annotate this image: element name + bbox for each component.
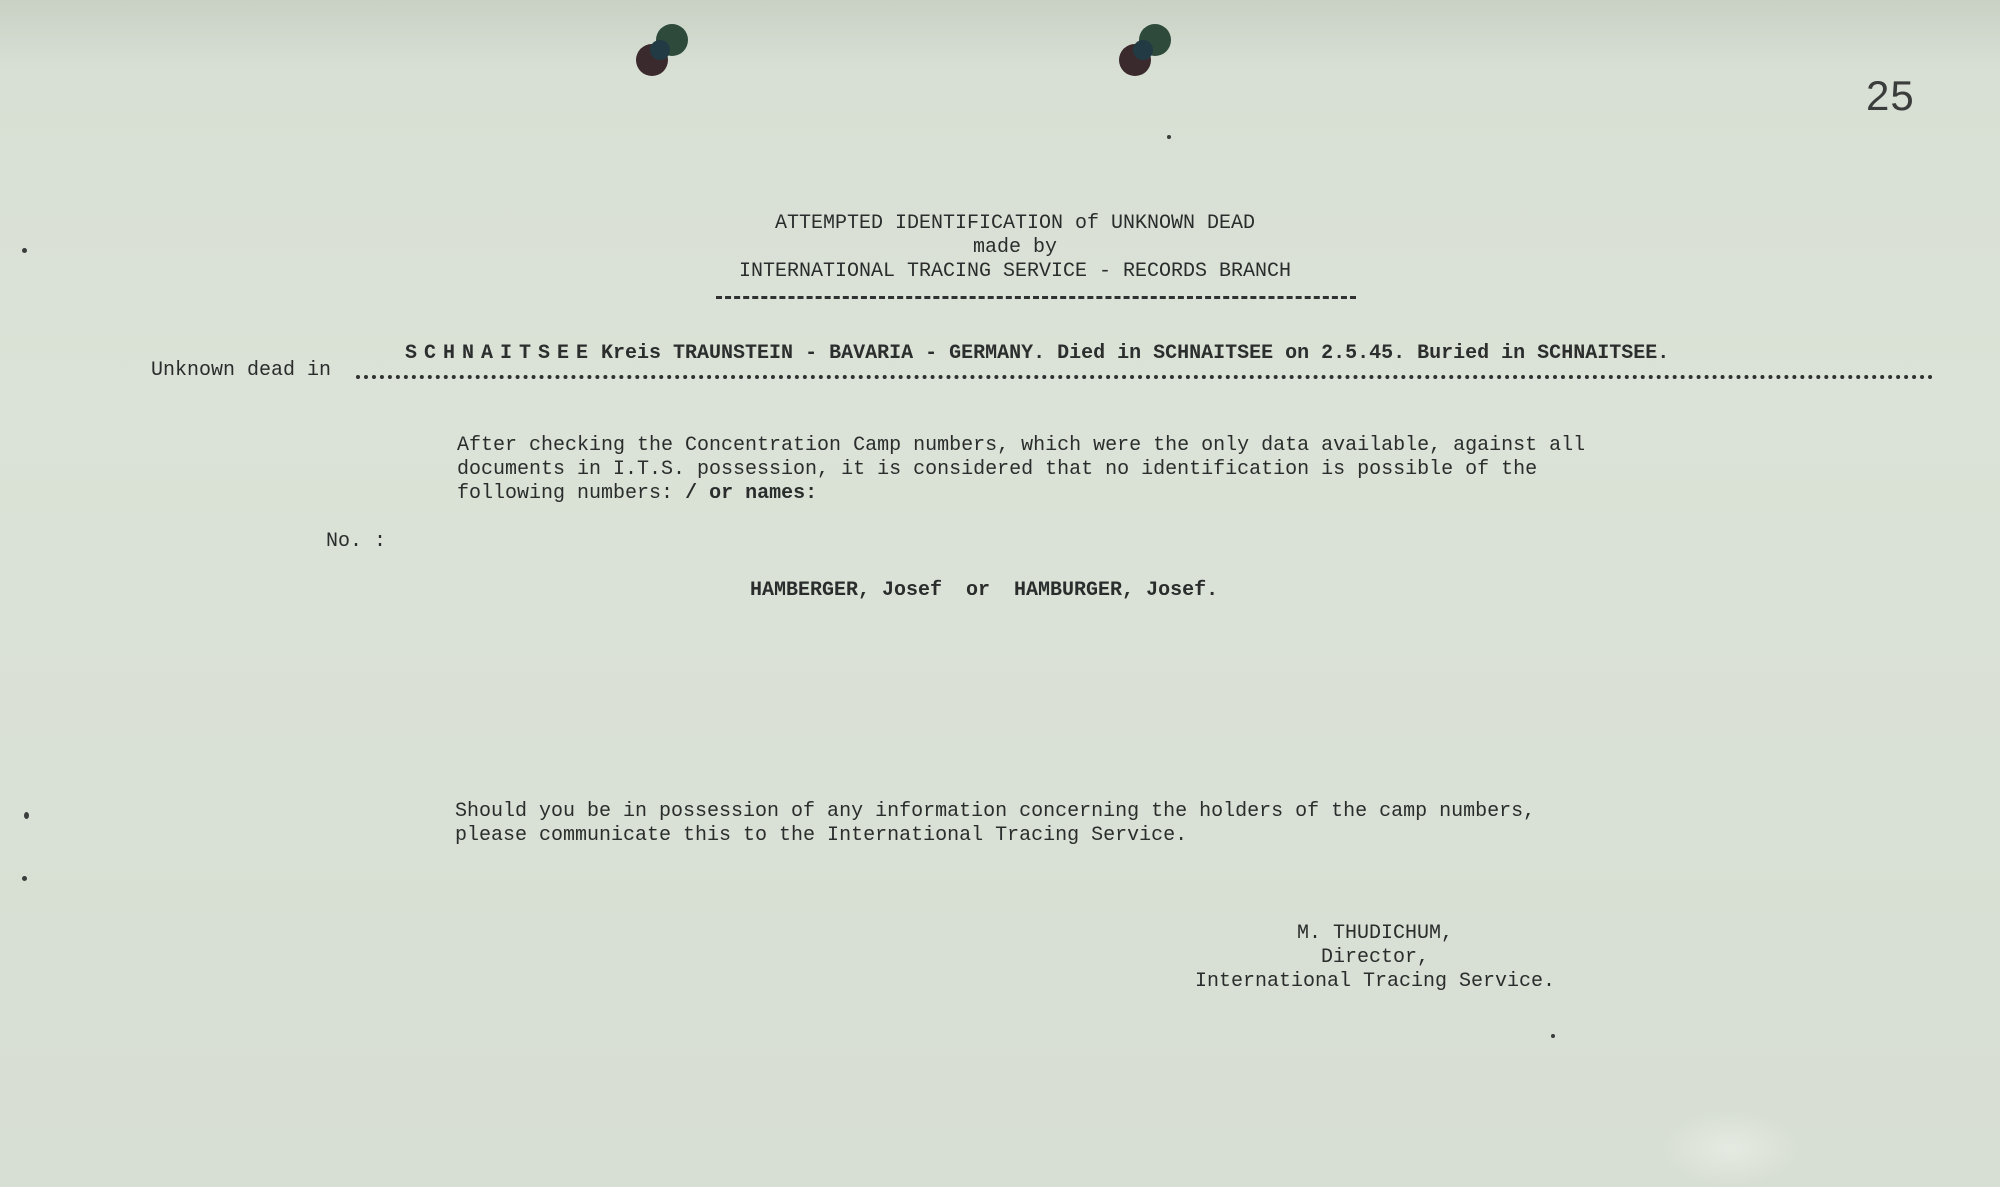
unidentified-names: HAMBERGER, Josef or HAMBURGER, Josef. xyxy=(750,579,1219,602)
names-addition: / or names: xyxy=(685,482,818,505)
number-label: No. : xyxy=(326,530,387,553)
dotted-fill-line xyxy=(356,375,1934,379)
paragraph-line xyxy=(457,482,1585,506)
checking-paragraph xyxy=(457,434,1585,506)
paragraph-line: please communicate this to the International Tracing Service. xyxy=(455,824,1188,847)
margin-speck xyxy=(22,876,27,881)
page-speck xyxy=(1167,135,1171,139)
punch-hole-right-icon xyxy=(1115,22,1173,80)
paragraph-line: Should you be in possession of any information concerning the holders of the camp numbers, xyxy=(455,800,1536,823)
page-speck xyxy=(1551,1034,1555,1038)
paper-wear xyxy=(1660,1110,1800,1187)
place-details: Kreis TRAUNSTEIN - BAVARIA - GERMANY. Died in SCHNAITSEE on 2.5.45. Buried in SCHNAITSEE. xyxy=(601,342,1670,365)
title-organization: INTERNATIONAL TRACING SERVICE - RECORDS BRANCH xyxy=(738,260,1292,283)
title-underline xyxy=(716,296,1356,299)
unknown-dead-label: Unknown dead in xyxy=(151,359,332,382)
punch-hole-left-icon xyxy=(632,22,690,80)
place-name-spaced: SCHNAITSEE xyxy=(405,342,596,365)
document-title: ATTEMPTED IDENTIFICATION of UNKNOWN DEAD xyxy=(774,212,1256,235)
page-number: 25 xyxy=(1866,72,1915,119)
paragraph-line-text: following numbers: xyxy=(457,482,674,505)
signatory-organization: International Tracing Service. xyxy=(1194,970,1556,993)
request-paragraph xyxy=(455,800,1535,848)
signatory-title: Director, xyxy=(1320,946,1430,969)
signatory-name: M. THUDICHUM, xyxy=(1296,922,1454,945)
margin-speck xyxy=(22,248,27,253)
title-made-by: made by xyxy=(972,236,1057,259)
margin-speck xyxy=(24,812,29,819)
paragraph-line: After checking the Concentration Camp numbers, which were the only data available, against all xyxy=(457,434,1586,457)
paragraph-line: documents in I.T.S. possession, it is considered that no identification is possible of the xyxy=(457,458,1538,481)
place-of-death xyxy=(405,342,1865,365)
